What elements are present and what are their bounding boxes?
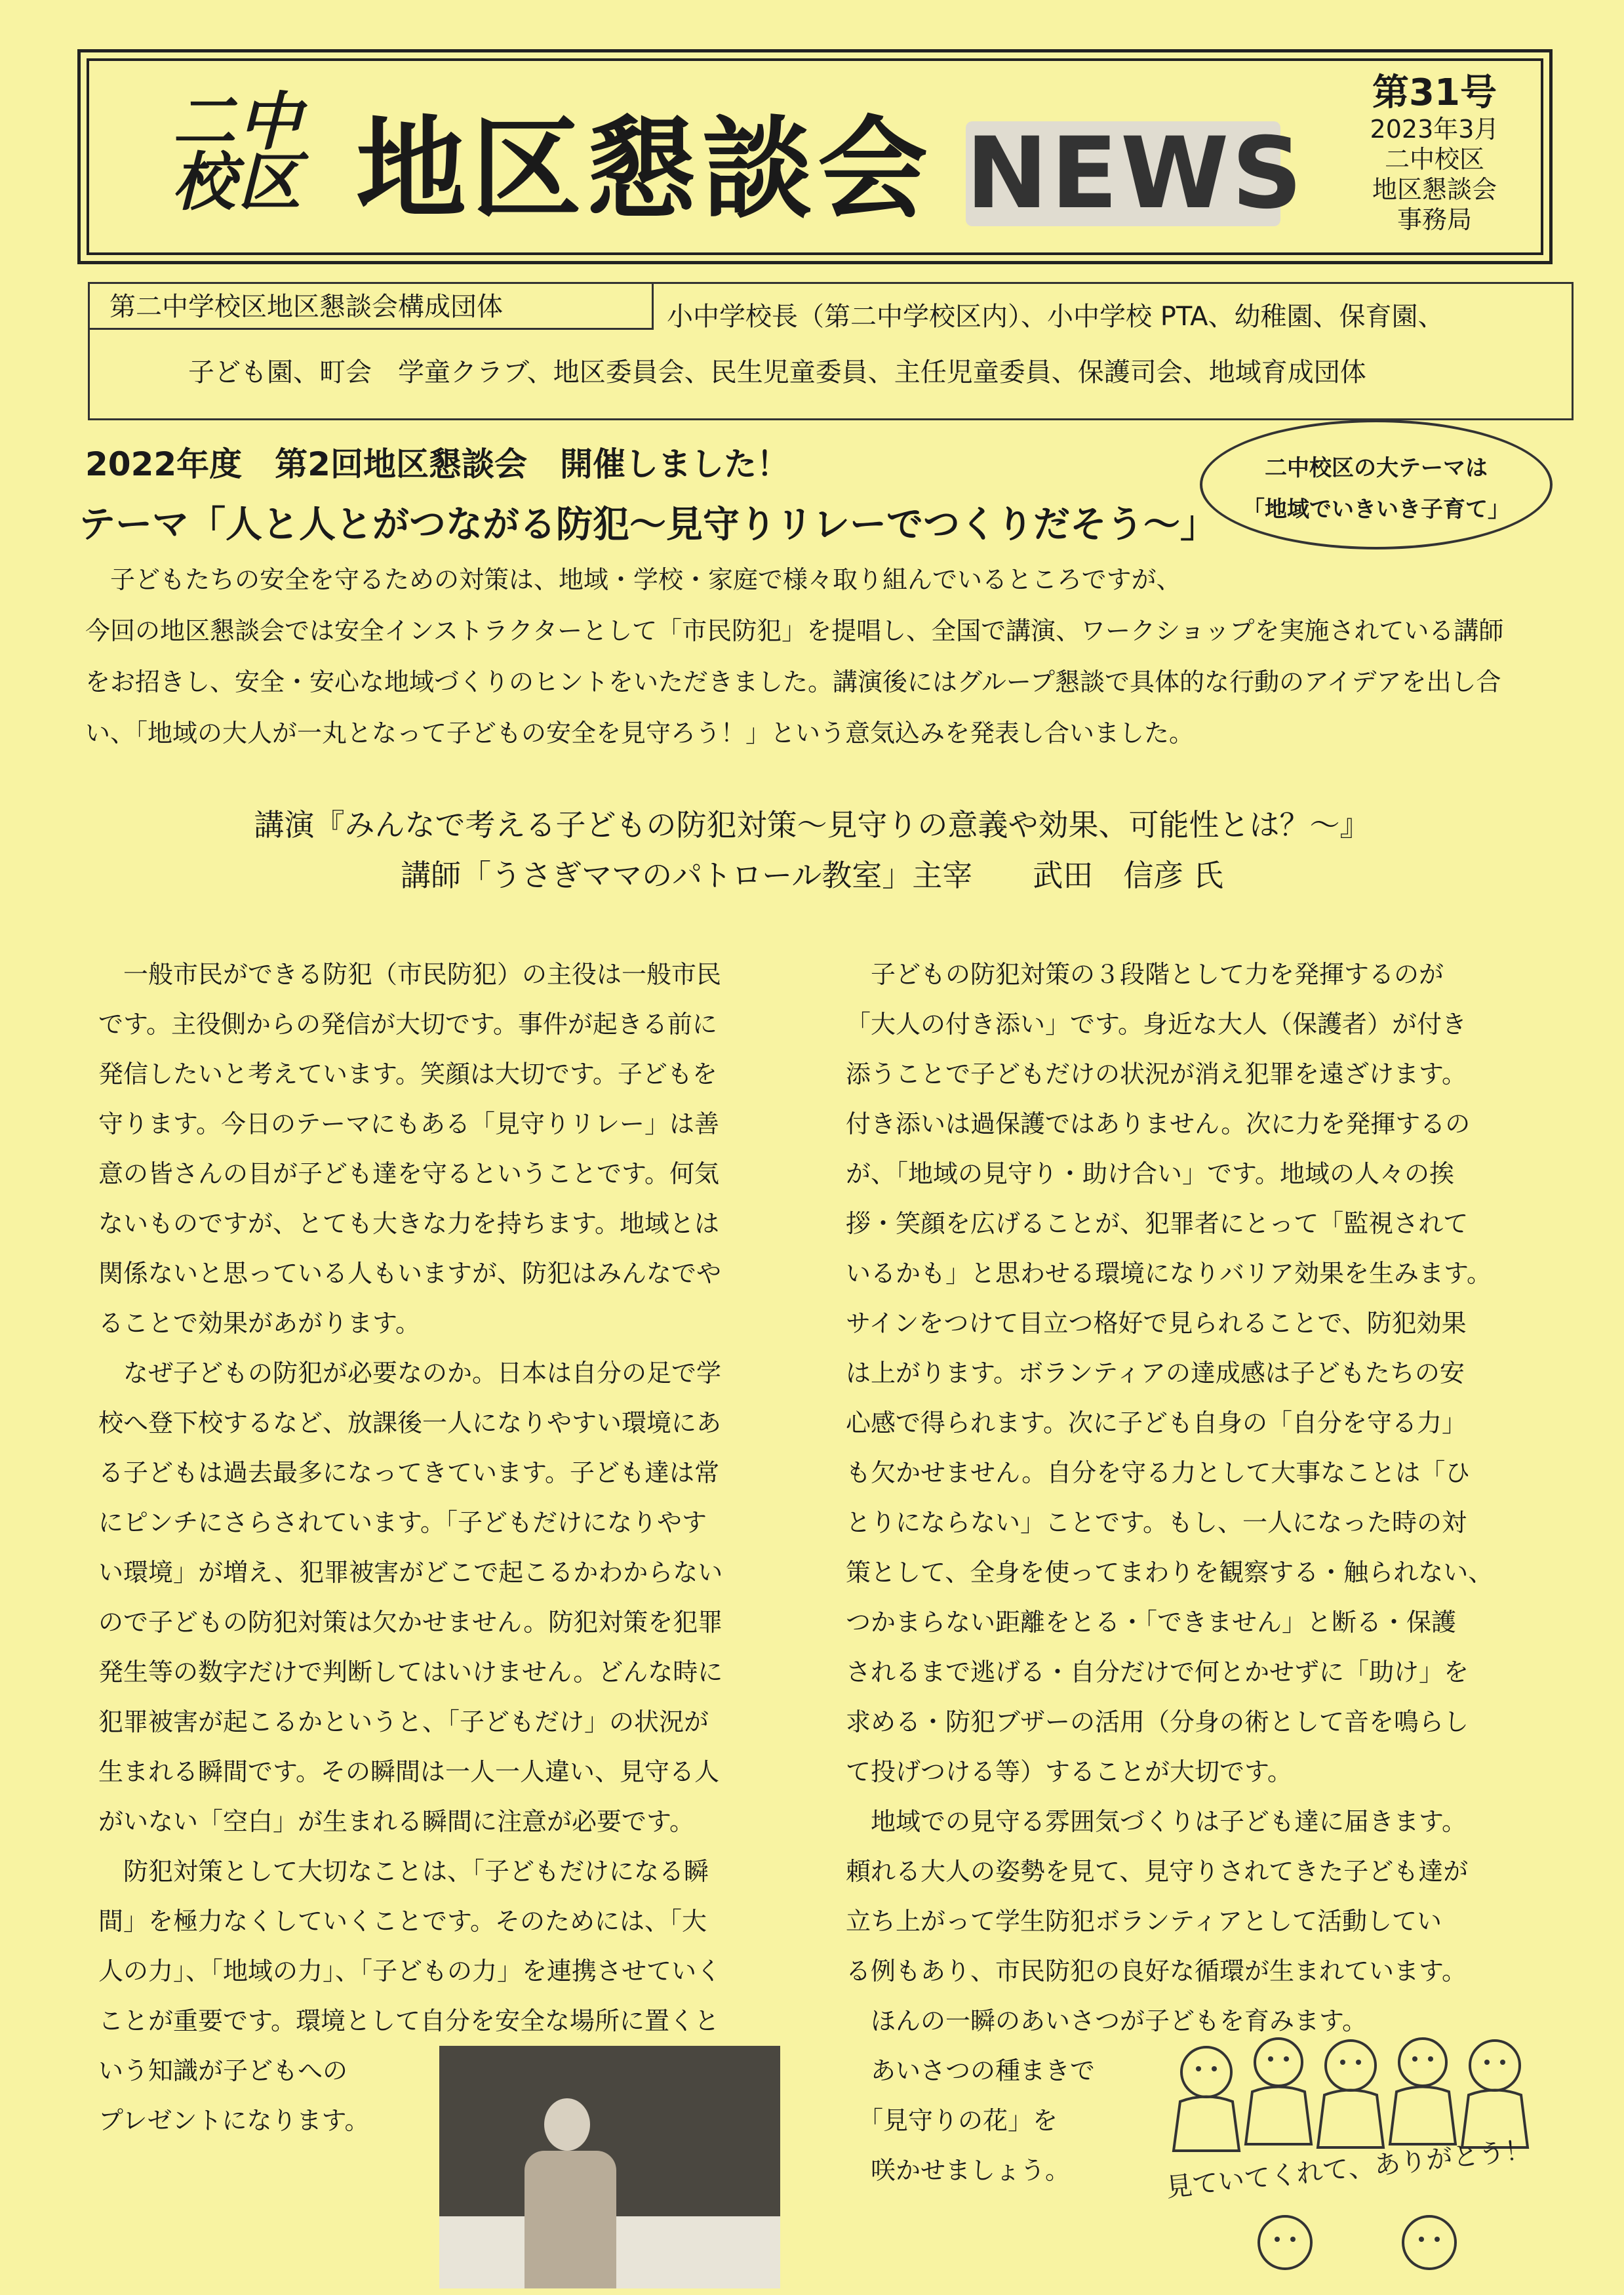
article-line: 策として、全身を使ってまわりを観察する・触られない、 (846, 1558, 1494, 1587)
article-line: る例もあり、市民防犯の良好な循環が生まれています。 (846, 1957, 1467, 1986)
article-line: 立ち上がって学生防犯ボランティアとして活動してい (846, 1907, 1442, 1936)
article-line: 一般市民ができる防犯（市民防犯）の主役は一般市民 (98, 960, 722, 989)
member-organizations-line2: 子ども園、町会 学童クラブ、地区委員会、民生児童委員、主任児童委員、保護司会、地域育成団体 (188, 357, 1366, 388)
article-line: は上がります。ボランティアの達成感は子どもたちの安 (846, 1359, 1465, 1387)
main-theme-label: 二中校区の大テーマは (1265, 455, 1488, 481)
school-mark (146, 85, 330, 219)
article-right-column (846, 949, 1541, 2195)
article-line: つかまらない距離をとる・「できません」と断る・保護 (846, 1608, 1457, 1637)
article-line: にピンチにさらされています。「子どもだけになりやす (98, 1508, 707, 1537)
illustration-caption: 見ていてくれて、ありがとう！ (1164, 2134, 1533, 2203)
intro-line: 今回の地区懇談会では安全インストラクターとして「市民防犯」を提唱し、全国で講演、ワークショップを実施されている講師 (85, 616, 1504, 645)
article-line: 防犯対策として大切なことは、「子どもだけになる瞬 (98, 1857, 709, 1886)
photo-speaker-head (544, 2098, 590, 2151)
main-theme-ellipse (1200, 420, 1553, 549)
article-line: 「見守りの花」を (846, 2106, 1058, 2135)
article-line: 「大人の付き添い」です。身近な大人（保護者）が付き (846, 1010, 1467, 1039)
masthead (77, 49, 1553, 264)
event-headline: 2022年度 第2回地区懇談会 開催しました！ (85, 445, 789, 483)
article-line: ほんの一瞬のあいさつが子どもを育みます。 (846, 2006, 1367, 2035)
theme-heading: テーマ「人と人とがつながる防犯～見守りリレーでつくりだそう～」 (79, 504, 1217, 546)
issue-number: 第31号 (1372, 71, 1497, 114)
article-line: がいない「空白」が生まれる瞬間に注意が必要です。 (98, 1807, 694, 1836)
photo-speaker-body (525, 2151, 616, 2288)
issue-org-line2: 地区懇談会 (1372, 175, 1497, 204)
article-line: ることで効果があがります。 (98, 1309, 420, 1338)
article-line: 発信したいと考えています。笑顔は大切です。子どもを (98, 1060, 717, 1088)
article-line: る子どもは過去最多になってきています。子ども達は常 (98, 1458, 719, 1487)
article-line: 心感で得られます。次に子ども自身の「自分を守る力」 (846, 1408, 1467, 1437)
school-mark-line1: 二中 (172, 85, 304, 159)
article-left-column (98, 949, 793, 2145)
article-line: されるまで逃げる・自分だけで何とかせずに「助け」を (846, 1658, 1469, 1686)
article-line: も欠かせません。自分を守る力として大事なことは「ひ (846, 1458, 1471, 1487)
article-line: プレゼントになります。 (98, 2106, 370, 2135)
newsletter-title: 地区懇談会 (356, 105, 933, 233)
article-line: 人の力」、「地域の力」、「子どもの力」を連携させていく (98, 1957, 722, 1986)
member-organizations-box (88, 282, 1574, 420)
article-line: とりにならない」ことです。もし、一人になった時の対 (846, 1508, 1467, 1537)
article-line: 間」を極力なくしていくことです。そのためには、「大 (98, 1907, 707, 1936)
article-line: が、「地域の見守り・助け合い」です。地域の人々の挨 (846, 1159, 1454, 1188)
issue-date: 2023年3月 (1370, 115, 1499, 144)
school-mark-line2: 校区 (172, 146, 304, 219)
article-line: て投げつける等）することが大切です。 (846, 1757, 1292, 1786)
lecturer-name: 講師「うさぎママのパトロール教室」主宰 武田 信彦 氏 (401, 858, 1223, 893)
intro-paragraph (85, 554, 1560, 759)
lecture-title: 講演『みんなで考える子どもの防犯対策～見守りの意義や効果、可能性とは？～』 (254, 807, 1370, 843)
article-line: なぜ子どもの防犯が必要なのか。日本は自分の足で学 (98, 1359, 722, 1387)
article-line: いるかも」と思わせる環境になりバリア効果を生みます。 (846, 1259, 1492, 1288)
article-line: 頼れる大人の姿勢を見て、見守りされてきた子ども達が (846, 1857, 1469, 1886)
article-line: 添うことで子どもだけの状況が消え犯罪を遠ざけます。 (846, 1060, 1467, 1088)
article-line: サインをつけて目立つ格好で見られることで、防犯効果 (846, 1309, 1467, 1338)
member-organizations-title: 第二中学校区地区懇談会構成団体 (90, 284, 654, 330)
article-line: 校へ登下校するなど、放課後一人になりやすい環境にあ (98, 1408, 722, 1437)
article-line: 付き添いは過保護ではありません。次に力を発揮するの (846, 1109, 1471, 1138)
article-line: 咲かせましょう。 (846, 2156, 1071, 2185)
children-illustration (1154, 2026, 1580, 2282)
article-line: 関係ないと思っている人もいますが、防犯はみんなでや (98, 1259, 722, 1288)
member-organizations-line1: 小中学校長（第二中学校区内）、小中学校 PTA、幼稚園、保育園、 (667, 302, 1444, 332)
issue-org-line1: 二中校区 (1384, 145, 1484, 174)
article-line: 拶・笑顔を広げることが、犯罪者にとって「監視されて (846, 1209, 1469, 1238)
intro-line: をお招きし、安全・安心な地域づくりのヒントをいただきました。講演後にはグループ懇談で具体的な行動のアイデアを出し合 (85, 668, 1501, 696)
article-line: 発生等の数字だけで判断してはいけません。どんな時に (98, 1658, 723, 1686)
article-line: い環境」が増え、犯罪被害がどこで起こるかわからない (98, 1558, 723, 1587)
intro-line: い、「地域の大人が一丸となって子どもの安全を見守ろう！」という意気込みを発表し合いました。 (85, 719, 1195, 748)
intro-line: 子どもたちの安全を守るための対策は、地域・学校・家庭で様々取り組んでいるところですが、 (85, 565, 1181, 594)
issue-info (1339, 72, 1530, 235)
article-line: 守ります。今日のテーマにもある「見守りリレー」は善 (98, 1109, 719, 1138)
article-line: 生まれる瞬間です。その瞬間は一人一人違い、見守る人 (98, 1757, 719, 1786)
article-line: ことが重要です。環境として自分を安全な場所に置くと (98, 2006, 719, 2035)
article-line: ないものですが、とても大きな力を持ちます。地域とは (98, 1209, 719, 1238)
main-theme-text: 「地域でいきいき子育て」 (1242, 496, 1510, 523)
article-line: ので子どもの防犯対策は欠かせません。防犯対策を犯罪 (98, 1608, 723, 1637)
article-line: 犯罪被害が起こるかというと、「子どもだけ」の状況が (98, 1707, 709, 1736)
issue-org-line3: 事務局 (1396, 205, 1472, 234)
article-line: です。主役側からの発信が大切です。事件が起きる前に (98, 1010, 717, 1039)
article-line: 子どもの防犯対策の３段階として力を発揮するのが (846, 960, 1444, 989)
article-line: あいさつの種まきで (846, 2056, 1096, 2085)
article-line: いう知識が子どもへの (98, 2056, 348, 2085)
article-line: 求める・防犯ブザーの活用（分身の術として音を鳴らし (846, 1707, 1469, 1736)
news-badge: NEWS (966, 117, 1305, 231)
article-line: 地域での見守る雰囲気づくりは子ども達に届きます。 (846, 1807, 1467, 1836)
lecture-photo (439, 2046, 780, 2288)
article-line: 意の皆さんの目が子ども達を守るということです。何気 (98, 1159, 719, 1188)
